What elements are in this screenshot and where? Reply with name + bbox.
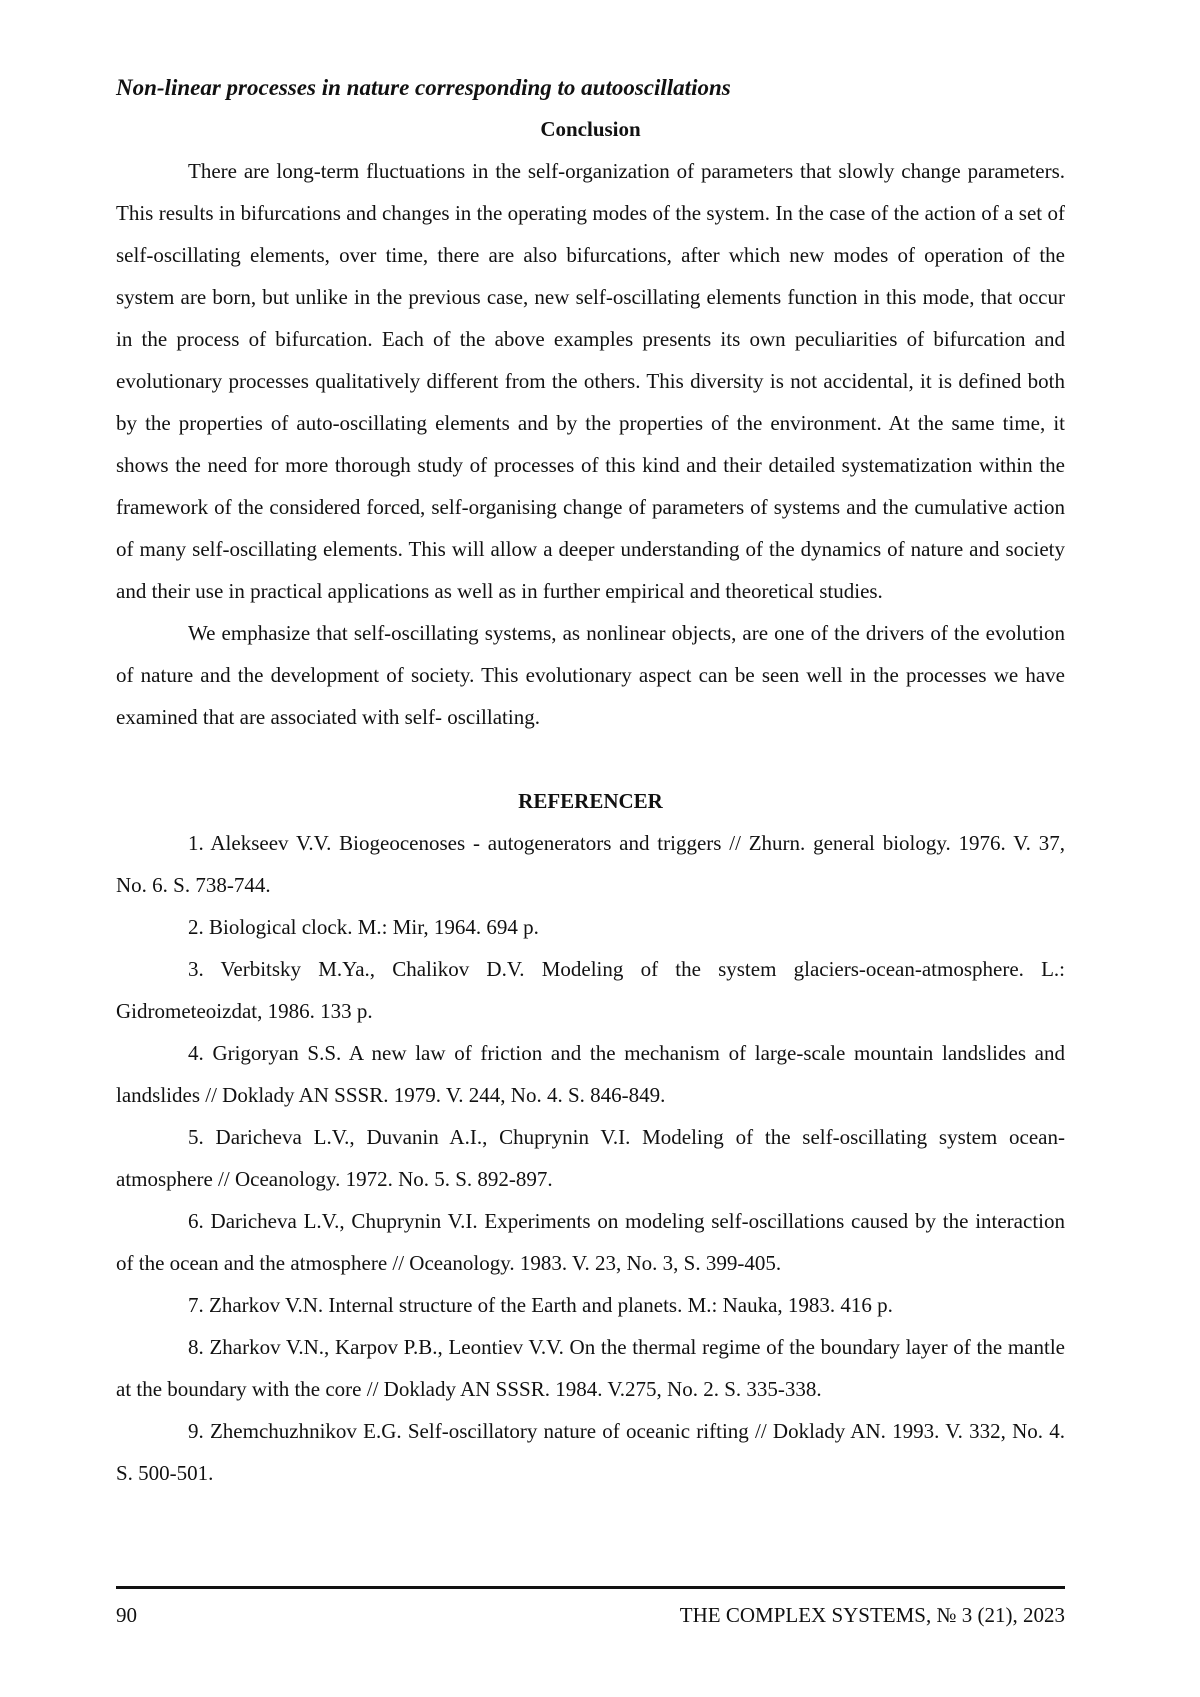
references-heading: REFERENCER — [518, 789, 663, 813]
reference-item: 6. Daricheva L.V., Chuprynin V.I. Experiments on modeling self-oscillations caused by the interaction of the ocean and the atmosphere // Oceanology. 1983. V. 23, No. 3, S. 399-405. — [116, 1209, 1065, 1275]
reference-item: 3. Verbitsky M.Ya., Chalikov D.V. Modeling of the system glaciers-ocean-atmosphere. L.: Gidrometeoizdat, 1986. 133 p. — [116, 957, 1065, 1023]
reference-item: 1. Alekseev V.V. Biogeocenoses - autogenerators and triggers // Zhurn. general biology. 1976. V. 37, No. 6. S. 738-744. — [116, 831, 1065, 897]
conclusion-body — [116, 150, 1065, 738]
reference-item: 8. Zharkov V.N., Karpov P.B., Leontiev V.V. On the thermal regime of the boundary layer of the mantle at the boundary with the core // Doklady AN SSSR. 1984. V.275, No. 2. S. 335-338. — [116, 1335, 1065, 1401]
journal-citation: THE COMPLEX SYSTEMS, № 3 (21), 2023 — [679, 1603, 1065, 1627]
footer-divider — [116, 1586, 1065, 1589]
page-footer — [116, 1598, 1065, 1632]
conclusion-heading: Conclusion — [540, 117, 641, 141]
reference-item: 9. Zhemchuzhnikov E.G. Self-oscillatory nature of oceanic rifting // Doklady AN. 1993. V. 332, No. 4. S. 500-501. — [116, 1419, 1065, 1485]
conclusion-paragraph: We emphasize that self-oscillating systems, as nonlinear objects, are one of the drivers of the evolution of nature and the development of society. This evolutionary aspect can be seen well in the processes we have examined that are associated with self- oscillating. — [116, 621, 1065, 729]
reference-item: 2. Biological clock. M.: Mir, 1964. 694 p. — [188, 915, 539, 939]
conclusion-paragraph: There are long-term fluctuations in the self-organization of parameters that slowly change parameters. This results in bifurcations and changes in the operating modes of the system. In the case of the action of a set of self-oscillating elements, over time, there are also bifurcations, after which new modes of operation of the system are born, but unlike in the previous case, new self-oscillating elements function in this mode, that occur in the process of bifurcation. Each of the above examples presents its own peculiarities of bifurcation and evolutionary processes qualitatively different from the others. This diversity is not accidental, it is defined both by the properties of auto-oscillating elements and by the properties of the environment. At the same time, it shows the need for more thorough study of processes of this kind and their detailed systematization within the framework of the considered forced, self-organising change of parameters of systems and the cumulative action of many self-oscillating elements. This will allow a deeper understanding of the dynamics of nature and society and their use in practical applications as well as in further empirical and theoretical studies. — [116, 159, 1065, 603]
reference-item: 7. Zharkov V.N. Internal structure of the Earth and planets. M.: Nauka, 1983. 416 p. — [188, 1293, 893, 1317]
reference-list — [116, 822, 1065, 1494]
page-number: 90 — [116, 1603, 137, 1627]
reference-item: 5. Daricheva L.V., Duvanin A.I., Chuprynin V.I. Modeling of the self-oscillating system ocean-atmosphere // Oceanology. 1972. No. 5. S. 892-897. — [116, 1125, 1065, 1191]
reference-item: 4. Grigoryan S.S. A new law of friction and the mechanism of large-scale mountain landslides and landslides // Doklady AN SSSR. 1979. V. 244, No. 4. S. 846-849. — [116, 1041, 1065, 1107]
page-content — [116, 68, 1065, 1494]
running-title: Non-linear processes in nature corresponding to autooscillations — [116, 75, 731, 100]
